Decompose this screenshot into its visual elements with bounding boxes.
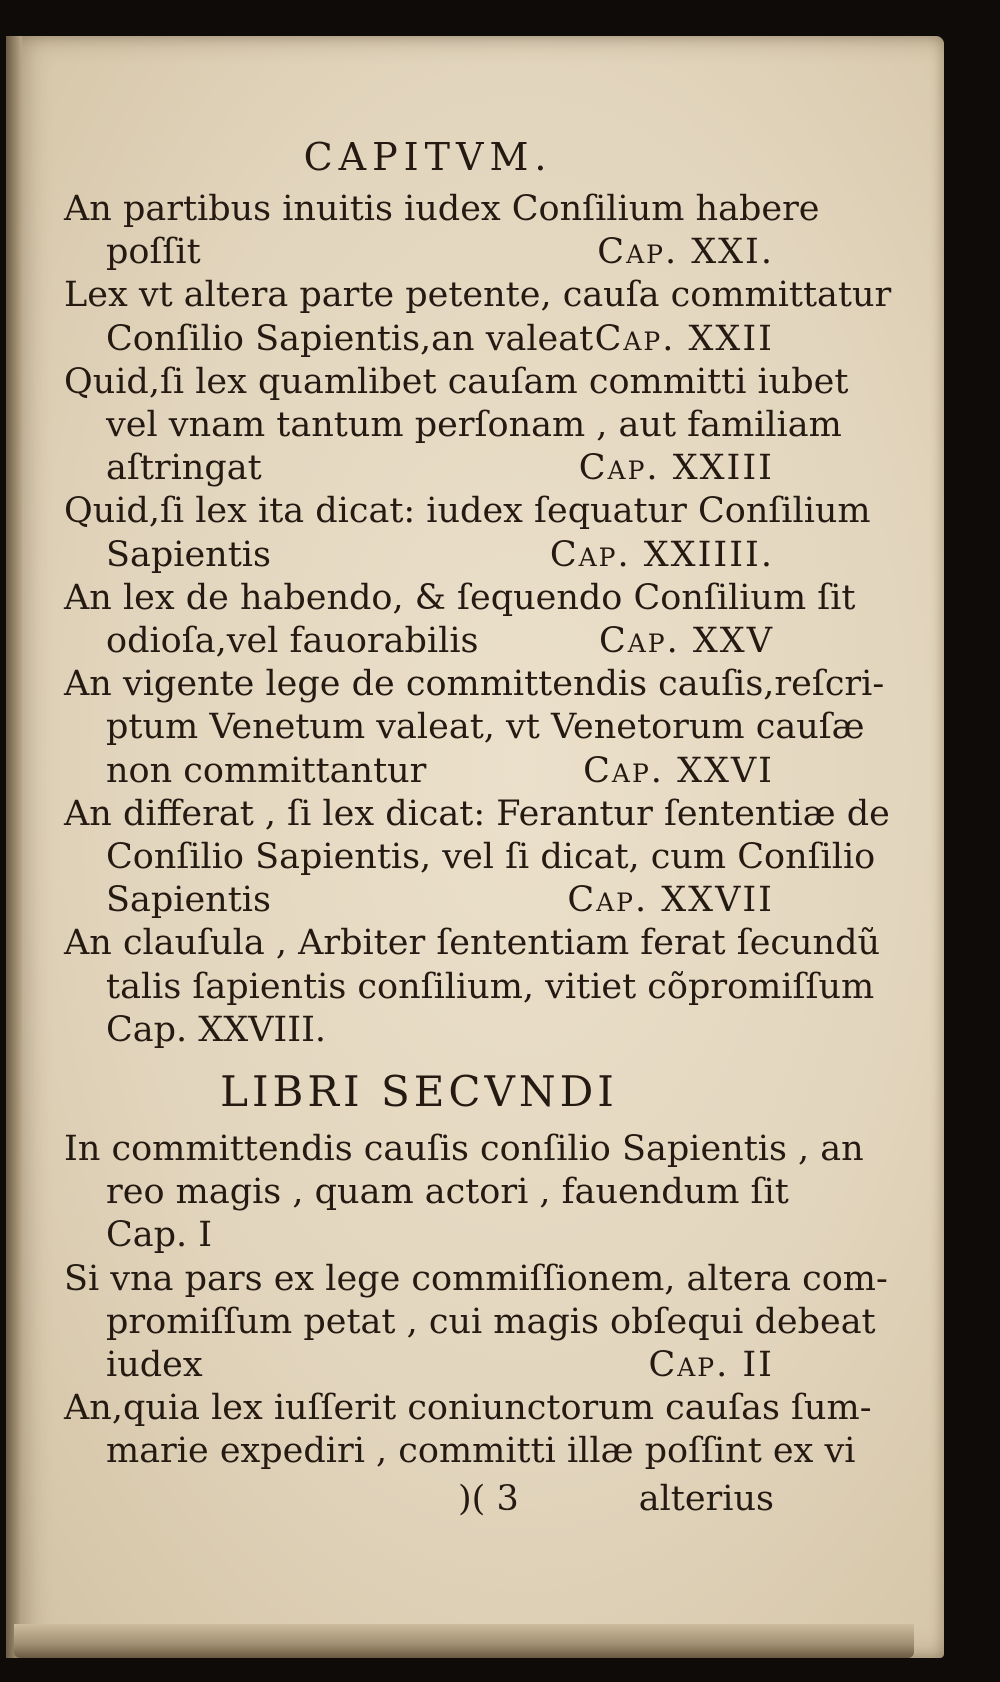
entry-line: An,quia lex iuſſerit coniunctorum cauſas ſum- <box>64 1388 872 1429</box>
catchword: alterius <box>638 1478 774 1519</box>
entry-line: Conſilio Sapientis, vel ſi dicat, cum Conſilio <box>106 837 876 878</box>
entry-tail-text: Cap. I <box>106 1215 213 1256</box>
toc-entry <box>64 274 892 360</box>
entry-tail-text: non committantur <box>106 750 427 791</box>
entry-tail-text: Conſilio Sapientis,an valeat <box>106 318 594 359</box>
entry-line: marie expediri , committi illæ poſſint ex vi <box>106 1431 856 1472</box>
toc-entry <box>64 1128 864 1258</box>
entry-last-line <box>64 1009 774 1052</box>
entry-line: promiſſum petat , cui magis obſequi debeat <box>106 1301 876 1342</box>
entry-tail-text: iudex <box>106 1345 203 1386</box>
entry-last-line <box>64 318 774 361</box>
entry-last-line <box>64 879 774 922</box>
entry-line: Lex vt altera parte petente, cauſa committatur <box>64 275 892 316</box>
entry-line: An lex de habendo, & ſequendo Conſilium ſit <box>64 577 856 618</box>
chapter-number: Cap. XXVI <box>583 750 774 791</box>
entry-line: ptum Venetum valeat, vt Venetorum cauſæ <box>106 707 865 748</box>
toc-entry <box>64 490 871 576</box>
entry-tail-text: Sapientis <box>106 534 271 575</box>
chapter-list-book-one <box>64 188 892 1052</box>
entry-line: An clauſula , Arbiter ſententiam ferat ſecundũ <box>64 923 881 964</box>
entry-last-line <box>64 750 774 793</box>
toc-entry <box>64 188 820 274</box>
page-text <box>64 132 892 1521</box>
toc-entry <box>64 1387 872 1473</box>
chapter-number: Cap. XXVII <box>567 880 774 921</box>
chapter-number: Cap. XXIII <box>578 448 774 489</box>
entry-line: An vigente lege de committendis cauſis,reſcri- <box>64 664 885 705</box>
entry-line: talis ſapientis conſilium, vitiet cõpromiſſum <box>106 966 875 1007</box>
book-page <box>6 36 944 1658</box>
entry-line: reo magis , quam actori , fauendum ſit <box>106 1172 789 1213</box>
entry-last-line <box>64 1214 774 1257</box>
entry-tail-text: Cap. XXVIII. <box>106 1009 327 1050</box>
entry-tail-text: odioſa,vel fauorabilis <box>106 621 479 662</box>
chapter-number: Cap. XXV <box>598 621 774 662</box>
toc-entry <box>64 922 881 1052</box>
entry-line: Quid,ſi lex ita dicat: iudex ſequatur Conſilium <box>64 491 871 532</box>
entry-tail-text: poſſit <box>106 232 201 273</box>
page-bottom-edge <box>14 1624 914 1658</box>
chapter-number: Cap. II <box>648 1345 774 1386</box>
chapter-list-book-two <box>64 1128 888 1474</box>
toc-entry <box>64 577 856 663</box>
entry-last-line <box>64 620 774 663</box>
book-spine <box>6 36 22 1658</box>
entry-tail-text: Sapientis <box>106 880 271 921</box>
page-heading: CAPITVM. <box>303 135 553 179</box>
toc-entry <box>64 1258 888 1388</box>
entry-line: In committendis cauſis conſilio Sapientis , an <box>64 1129 864 1170</box>
entry-line: An partibus inuitis iudex Conſilium habere <box>64 189 820 229</box>
page-footer <box>64 1478 774 1521</box>
toc-entry <box>64 361 849 491</box>
signature-mark: )( 3 <box>458 1478 519 1519</box>
entry-last-line <box>64 534 774 577</box>
chapter-number: Cap. XXIIII. <box>549 534 774 575</box>
entry-last-line <box>64 1344 774 1387</box>
toc-entry <box>64 793 890 923</box>
entry-line: Si vna pars ex lege commiſſionem, altera com- <box>64 1258 888 1299</box>
toc-entry <box>64 663 885 793</box>
entry-last-line <box>64 231 774 274</box>
entry-last-line <box>64 447 774 490</box>
entry-line: An differat , ſi lex dicat: Ferantur ſententiæ de <box>64 793 890 834</box>
entry-line: vel vnam tantum perſonam , aut familiam <box>106 405 842 446</box>
entry-line: Quid,ſi lex quamlibet cauſam committi iubet <box>64 361 849 402</box>
entry-tail-text: aſtringat <box>106 448 262 489</box>
chapter-number: Cap. XXI. <box>597 232 774 273</box>
chapter-number: Cap. XXII <box>594 318 774 359</box>
section-heading: LIBRI SECVNDI <box>220 1067 618 1117</box>
